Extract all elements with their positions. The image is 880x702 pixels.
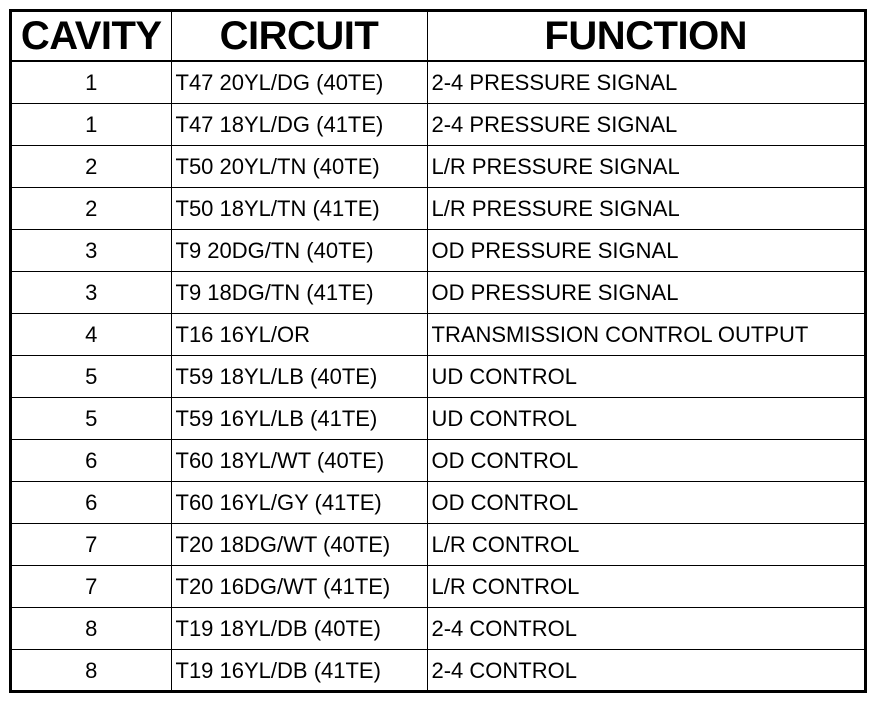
circuit-cell: T60 16YL/GY (41TE) [171,482,427,524]
cavity-cell: 3 [12,272,171,314]
header-circuit: CIRCUIT [171,12,427,61]
table-row [12,272,864,314]
circuit-cell: T59 18YL/LB (40TE) [171,356,427,398]
circuit-cell: T19 18YL/DB (40TE) [171,608,427,650]
cavity-cell: 5 [12,398,171,440]
circuit-cell: T16 16YL/OR [171,314,427,356]
cavity-cell: 5 [12,356,171,398]
function-cell: UD CONTROL [427,398,864,440]
circuit-cell: T9 18DG/TN (41TE) [171,272,427,314]
circuit-cell: T19 16YL/DB (41TE) [171,650,427,692]
function-cell: L/R PRESSURE SIGNAL [427,188,864,230]
function-cell: L/R PRESSURE SIGNAL [427,146,864,188]
cavity-cell: 1 [12,104,171,146]
cavity-cell: 2 [12,188,171,230]
table-row [12,524,864,566]
cavity-cell: 6 [12,440,171,482]
cavity-cell: 8 [12,608,171,650]
table-row [12,146,864,188]
table-row [12,104,864,146]
function-cell: OD PRESSURE SIGNAL [427,230,864,272]
function-cell: OD CONTROL [427,482,864,524]
cavity-cell: 4 [12,314,171,356]
cavity-cell: 3 [12,230,171,272]
table-row [12,188,864,230]
function-cell: 2-4 CONTROL [427,650,864,692]
function-cell: 2-4 PRESSURE SIGNAL [427,104,864,146]
cavity-cell: 8 [12,650,171,692]
function-cell: 2-4 PRESSURE SIGNAL [427,61,864,104]
table-row [12,356,864,398]
circuit-cell: T9 20DG/TN (40TE) [171,230,427,272]
circuit-cell: T47 18YL/DG (41TE) [171,104,427,146]
table-row [12,608,864,650]
cavity-cell: 7 [12,566,171,608]
function-cell: UD CONTROL [427,356,864,398]
header-row [12,12,864,61]
function-cell: TRANSMISSION CONTROL OUTPUT [427,314,864,356]
table-row [12,566,864,608]
table-row [12,61,864,104]
table-row [12,230,864,272]
circuit-cell: T20 16DG/WT (41TE) [171,566,427,608]
function-cell: OD CONTROL [427,440,864,482]
circuit-cell: T20 18DG/WT (40TE) [171,524,427,566]
connector-pinout-table [12,12,864,691]
circuit-cell: T60 18YL/WT (40TE) [171,440,427,482]
cavity-cell: 2 [12,146,171,188]
function-cell: 2-4 CONTROL [427,608,864,650]
table-row [12,650,864,692]
table-row [12,314,864,356]
header-cavity: CAVITY [12,12,171,61]
function-cell: OD PRESSURE SIGNAL [427,272,864,314]
cavity-cell: 7 [12,524,171,566]
cavity-cell: 1 [12,61,171,104]
connector-pinout-table-frame [9,9,867,693]
circuit-cell: T59 16YL/LB (41TE) [171,398,427,440]
table-row [12,440,864,482]
header-function: FUNCTION [427,12,864,61]
table-header [12,12,864,61]
circuit-cell: T50 20YL/TN (40TE) [171,146,427,188]
circuit-cell: T50 18YL/TN (41TE) [171,188,427,230]
table-row [12,398,864,440]
table-body [12,61,864,691]
cavity-cell: 6 [12,482,171,524]
circuit-cell: T47 20YL/DG (40TE) [171,61,427,104]
function-cell: L/R CONTROL [427,566,864,608]
table-row [12,482,864,524]
function-cell: L/R CONTROL [427,524,864,566]
